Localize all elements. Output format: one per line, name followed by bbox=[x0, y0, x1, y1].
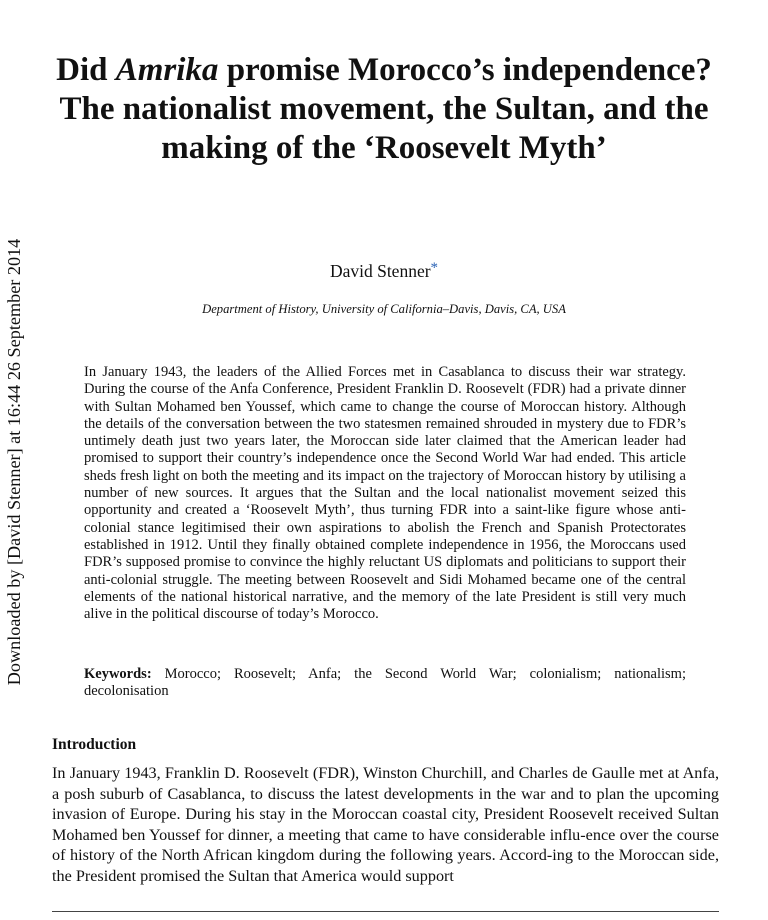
download-notice-text: Downloaded by [David Stenner] at 16:44 26 September 2014 bbox=[3, 238, 24, 686]
title-emphasis: Amrika bbox=[115, 52, 219, 88]
article-title bbox=[40, 51, 728, 168]
keywords bbox=[84, 666, 686, 701]
title-prefix: Did bbox=[56, 52, 116, 88]
author-line bbox=[0, 260, 768, 282]
author-footnote-marker[interactable]: * bbox=[430, 260, 439, 276]
section-heading-introduction: Introduction bbox=[52, 736, 137, 753]
keywords-list: Morocco; Roosevelt; Anfa; the Second World War; colonialism; nationalism; decolonisation bbox=[84, 666, 686, 700]
title-suffix: promise Morocco’s independence? The nationalist movement, the Sultan, and the making of the ‘Roosevelt Myth’ bbox=[59, 52, 712, 166]
abstract: In January 1943, the leaders of the Allied Forces met in Casablanca to discuss their war strategy. During the course of the Anfa Conference, President Franklin D. Roosevelt (FDR) had a private dinner with Sultan Mohamed ben Youssef, which came to change the course of Moroccan history. Although the details of the conversation between the two statesmen remained shrouded in mystery due to FDR’s untimely death just two years later, the Moroccan side later claimed that the American leader had promised to support their country’s independence once the Second World War had ended. This article sheds fresh light on both the meeting and its impact on the trajectory of Moroccan history by utilising a number of new sources. It argues that the Sultan and the local nationalist movement seized this opportunity and created a ‘Roosevelt Myth’, thus turning FDR into a saint-like figure whose anti-colonial stance legitimised their own aspirations to abolish the French and Spanish Protectorates established in 1912. Until they finally obtained complete independence in 1956, the Moroccans used FDR’s supposed promise to convince the highly reluctant US diplomats and politicians to support their anti-colonial struggle. The meeting between Roosevelt and Sidi Mohamed became one of the central elements of the national historical narrative, and the memory of the late President is still very much alive in the political discourse of today’s Morocco. bbox=[84, 364, 686, 623]
author-name: David Stenner bbox=[329, 261, 431, 281]
footnote-divider bbox=[52, 911, 719, 912]
keywords-label: Keywords: bbox=[84, 666, 152, 682]
author-affiliation: Department of History, University of California–Davis, Davis, CA, USA bbox=[202, 302, 566, 316]
introduction-paragraph: In January 1943, Franklin D. Roosevelt (FDR), Winston Churchill, and Charles de Gaulle met at Anfa, a posh suburb of Casablanca, to discuss the latest developments in the war and to plan the upcoming invasion of Europe. During his stay in the Moroccan coastal city, President Roosevelt received Sultan Mohamed ben Youssef for dinner, a meeting that came to have considerable influ-ence over the course of history of the North African kingdom during the following years. Accord-ing to the Moroccan side, the President promised the Sultan that America would support bbox=[52, 764, 719, 885]
